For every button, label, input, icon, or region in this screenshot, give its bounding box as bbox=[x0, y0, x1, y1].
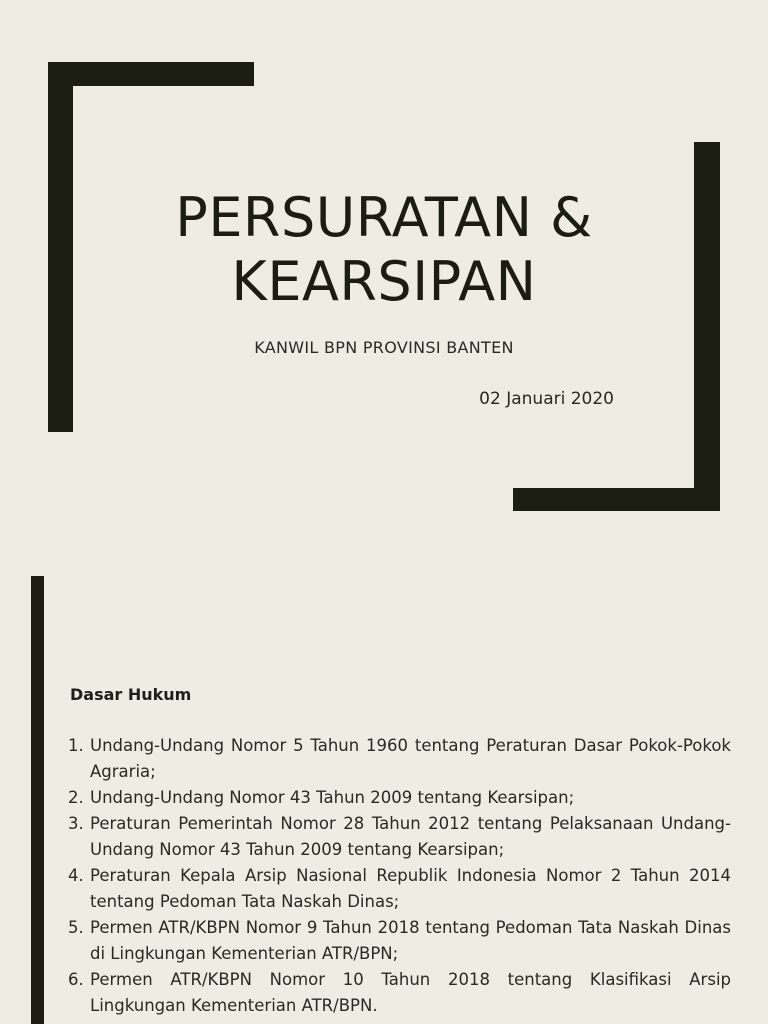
slide-title-line-1: PERSURATAN & bbox=[175, 186, 593, 249]
list-item bbox=[68, 811, 731, 863]
frame-top-left-vertical bbox=[48, 62, 73, 432]
slide-subtitle: KANWIL BPN PROVINSI BANTEN bbox=[254, 338, 514, 357]
list-item bbox=[68, 733, 731, 785]
list-item bbox=[68, 967, 731, 1019]
list-item-number: 5. bbox=[68, 918, 84, 937]
legal-basis-list bbox=[68, 733, 731, 1019]
slide-date: 02 Januari 2020 bbox=[479, 389, 614, 409]
list-item-number: 2. bbox=[68, 788, 84, 807]
list-item-text: Peraturan Kepala Arsip Nasional Republik Indonesia Nomor 2 Tahun 2014 tentang Pedoman Tata Naskah Dinas; bbox=[90, 866, 731, 911]
list-item-text: Permen ATR/KBPN Nomor 10 Tahun 2018 tentang Klasifikasi Arsip Lingkungan Kementerian ATR/BPN. bbox=[90, 970, 731, 1015]
slide-title bbox=[80, 186, 688, 314]
list-item-number: 1. bbox=[68, 736, 84, 755]
list-item bbox=[68, 863, 731, 915]
list-item bbox=[68, 785, 731, 811]
list-item-text: Peraturan Pemerintah Nomor 28 Tahun 2012 tentang Pelaksanaan Undang-Undang Nomor 43 Tahun 2009 tentang Kearsipan; bbox=[90, 814, 731, 859]
frame-top-left-horizontal bbox=[48, 62, 254, 86]
list-item-text: Permen ATR/KBPN Nomor 9 Tahun 2018 tentang Pedoman Tata Naskah Dinas di Lingkungan Kementerian ATR/BPN; bbox=[90, 918, 731, 963]
legal-basis-slide bbox=[0, 540, 768, 1024]
list-item-number: 4. bbox=[68, 866, 84, 885]
frame-bottom-right-horizontal bbox=[513, 488, 720, 511]
section-heading: Dasar Hukum bbox=[70, 685, 192, 704]
slide-title-line-2: KEARSIPAN bbox=[231, 250, 537, 313]
list-item-text: Undang-Undang Nomor 43 Tahun 2009 tentang Kearsipan; bbox=[90, 788, 575, 807]
accent-vertical-bar bbox=[31, 576, 44, 1024]
list-item-number: 6. bbox=[68, 970, 84, 989]
frame-bottom-right-vertical bbox=[694, 142, 720, 511]
list-item-text: Undang-Undang Nomor 5 Tahun 1960 tentang Peraturan Dasar Pokok-Pokok Agraria; bbox=[90, 736, 731, 781]
list-item-number: 3. bbox=[68, 814, 84, 833]
list-item bbox=[68, 915, 731, 967]
